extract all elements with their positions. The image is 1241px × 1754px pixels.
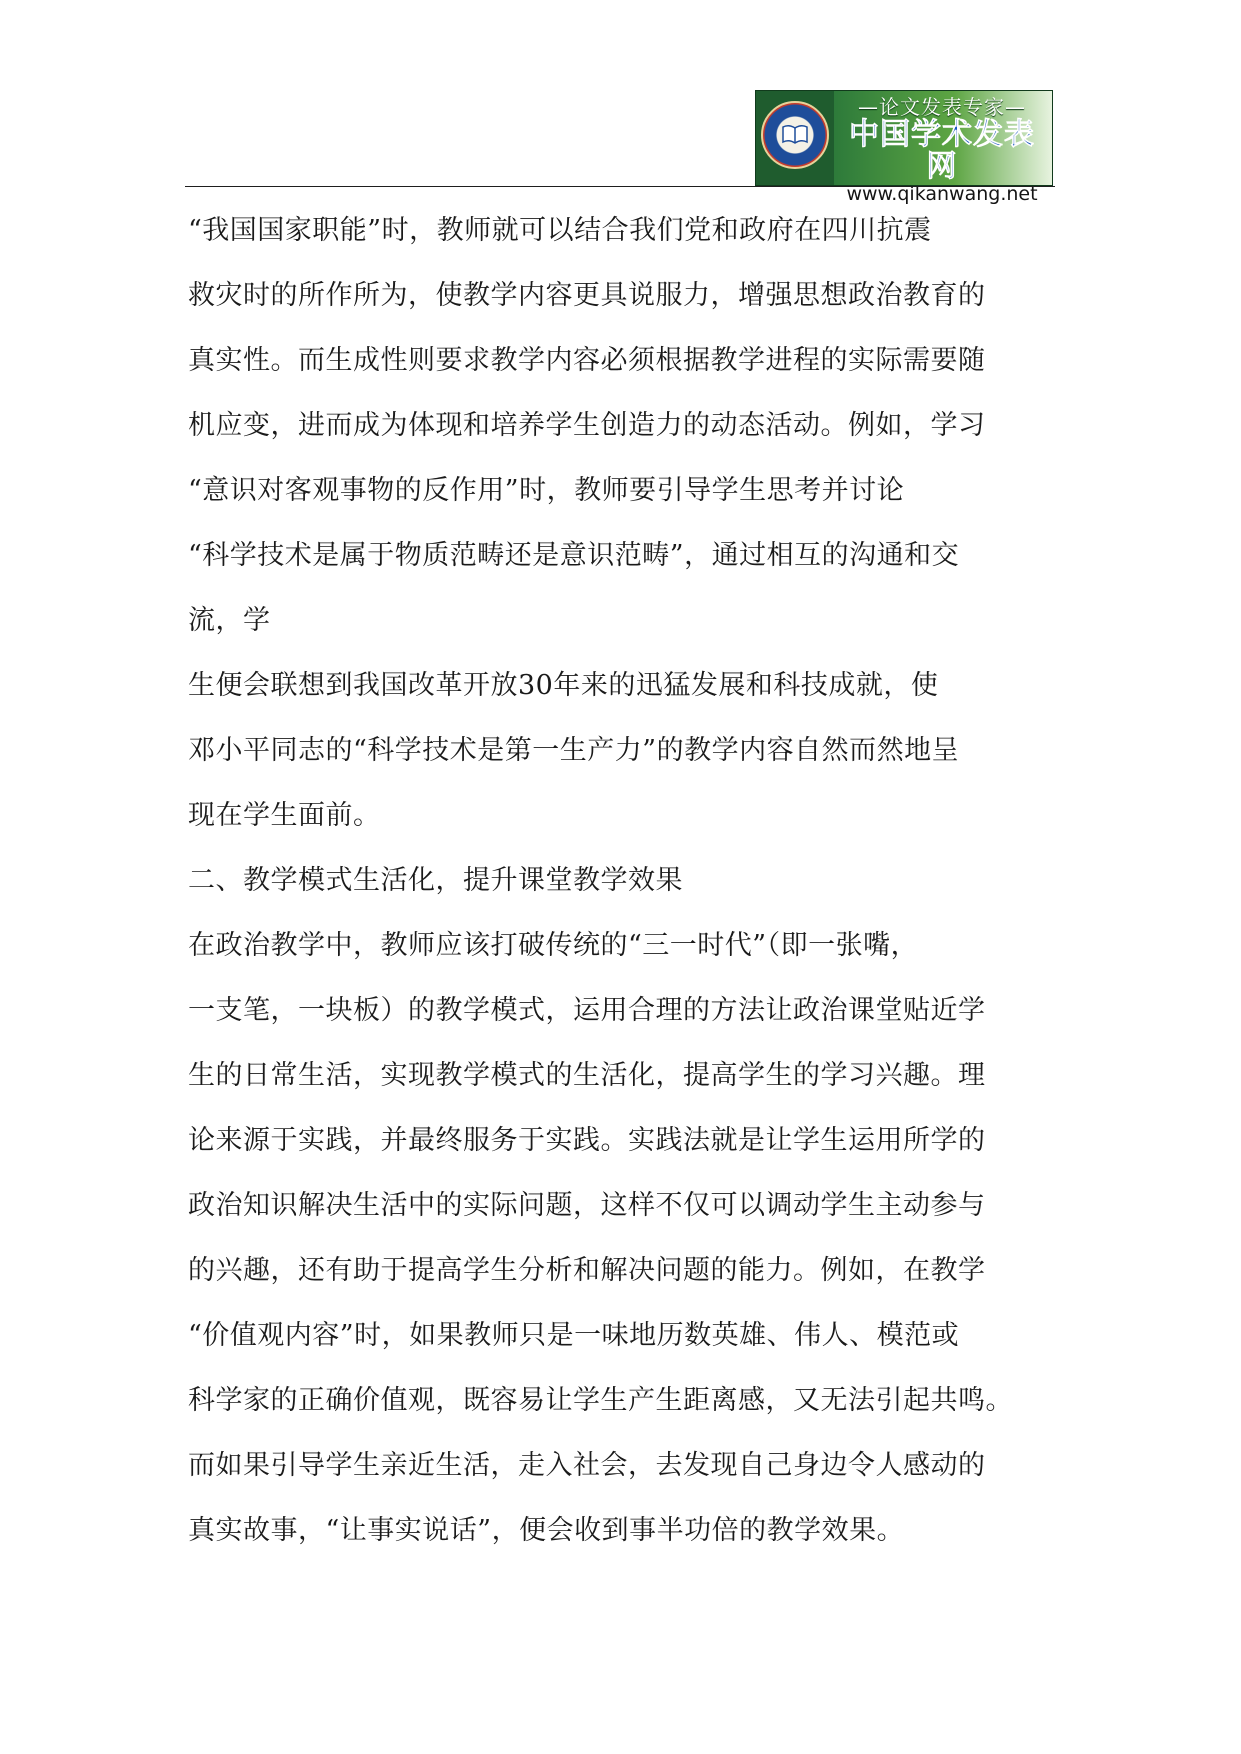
text-line: 生的日常生活，实现教学模式的生活化，提高学生的学习兴趣。理 bbox=[188, 1060, 986, 1091]
text-line: 二、教学模式生活化，提升课堂教学效果 bbox=[188, 865, 683, 896]
logo-url: www.qikanwang.net bbox=[846, 183, 1038, 205]
book-icon bbox=[781, 124, 809, 144]
logo-text-block bbox=[834, 91, 1052, 205]
text-line: 救灾时的所作所为，使教学内容更具说服力，增强思想政治教育的 bbox=[188, 280, 986, 311]
text-line: 真实故事，“让事实说话”，便会收到事半功倍的教学效果。 bbox=[188, 1515, 905, 1546]
text-line: 一支笔，一块板）的教学模式，运用合理的方法让政治课堂贴近学 bbox=[188, 995, 986, 1026]
text-line: 机应变，进而成为体现和培养学生创造力的动态活动。例如，学习 bbox=[188, 410, 986, 441]
logo-title: 中国学术发表网 bbox=[849, 117, 1035, 184]
text-line: 论来源于实践，并最终服务于实践。实践法就是让学生运用所学的 bbox=[188, 1125, 986, 1156]
text-line: 政治知识解决生活中的实际问题，这样不仅可以调动学生主动参与 bbox=[188, 1190, 986, 1221]
text-line: 生便会联想到我国改革开放30年来的迅猛发展和科技成就，使 bbox=[188, 670, 939, 701]
text-line: 真实性。而生成性则要求教学内容必须根据教学进程的实际需要随 bbox=[188, 345, 986, 376]
text-line: 邓小平同志的“科学技术是第一生产力”的教学内容自然而然地呈 bbox=[188, 735, 960, 766]
text-line: 在政治教学中，教师应该打破传统的“三一时代”（即一张嘴， bbox=[188, 930, 919, 961]
text-line: “我国国家职能”时，教师就可以结合我们党和政府在四川抗震 bbox=[188, 215, 932, 246]
text-line: “意识对客观事物的反作用”时，教师要引导学生思考并讨论 bbox=[188, 475, 905, 506]
seal-emblem bbox=[756, 91, 834, 185]
logo-tagline: —论文发表专家— bbox=[858, 95, 1026, 119]
text-line: “价值观内容”时，如果教师只是一味地历数英雄、伟人、模范或 bbox=[188, 1320, 960, 1351]
header-divider bbox=[185, 186, 1055, 187]
text-line: 而如果引导学生亲近生活，走入社会，去发现自己身边令人感动的 bbox=[188, 1450, 986, 1481]
text-line: 流，学 bbox=[188, 605, 271, 636]
text-line: 现在学生面前。 bbox=[188, 800, 381, 831]
text-line: “科学技术是属于物质范畴还是意识范畴”，通过相互的沟通和交 bbox=[188, 540, 960, 571]
text-line: 的兴趣，还有助于提高学生分析和解决问题的能力。例如，在教学 bbox=[188, 1255, 986, 1286]
article-body bbox=[188, 198, 1048, 1563]
text-line: 科学家的正确价值观，既容易让学生产生距离感，又无法引起共鸣。 bbox=[188, 1385, 1013, 1416]
site-logo bbox=[755, 90, 1053, 205]
